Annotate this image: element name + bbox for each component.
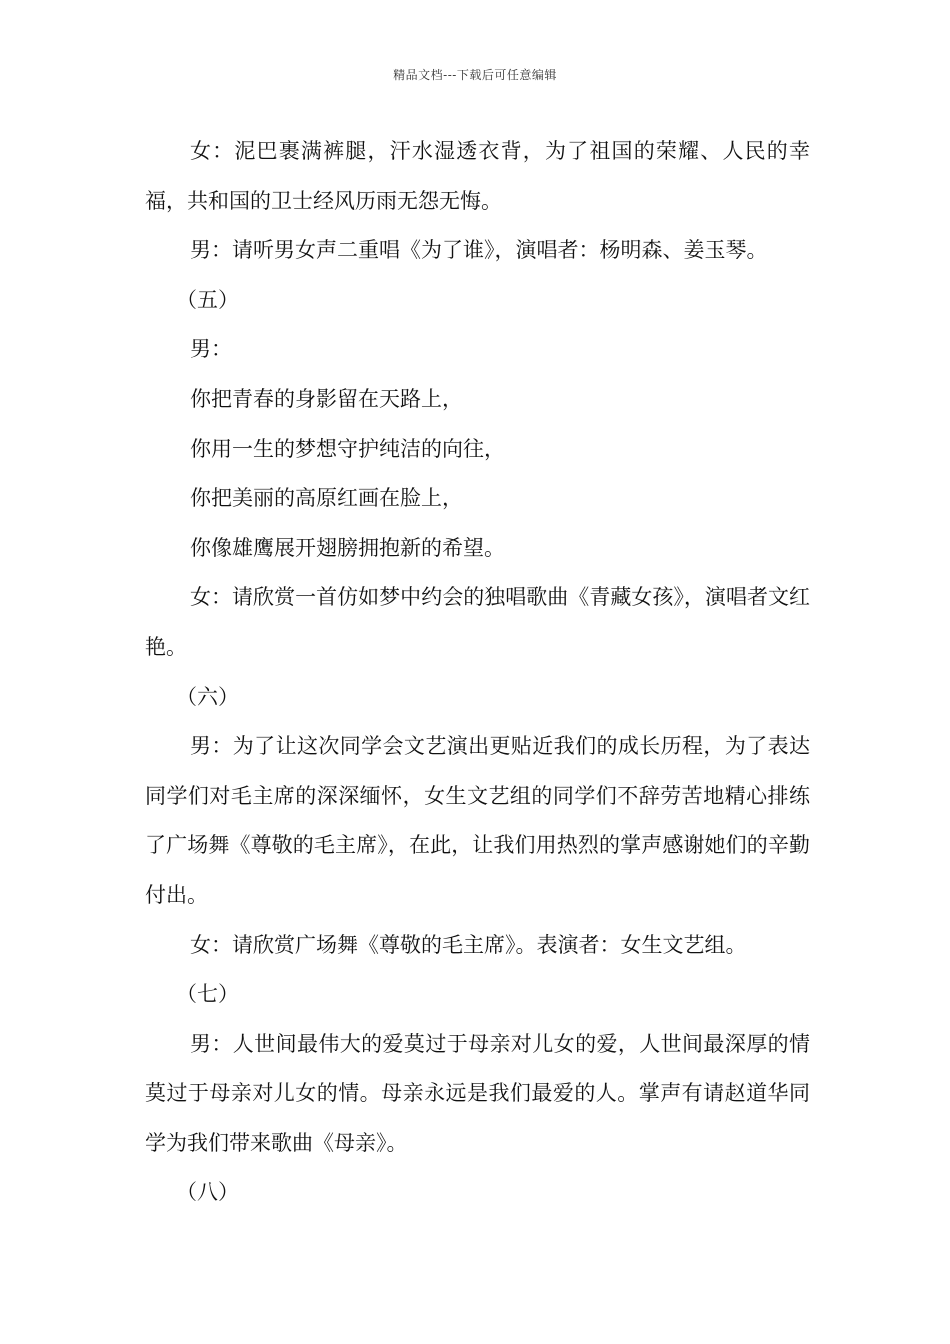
paragraph-female-line: 女：泥巴裹满裤腿，汗水湿透衣背，为了祖国的荣耀、人民的幸福，共和国的卫士经风历雨无怨无悔。: [145, 139, 810, 213]
poem-line: 你用一生的梦想守护纯洁的向往，: [190, 436, 505, 461]
paragraph-male-line: 男：请听男女声二重唱《为了谁》，演唱者：杨明森、姜玉琴。: [190, 238, 768, 263]
section-heading-5: （五）: [176, 287, 239, 312]
poem-line: 你把青春的身影留在天路上，: [190, 386, 463, 411]
section-heading-7: （七）: [176, 982, 239, 1007]
paragraph-male-line: 男：人世间最伟大的爱莫过于母亲对儿女的爱，人世间最深厚的情莫过于母亲对儿女的情。母亲永远是我们最爱的人。掌声有请赵道华同学为我们带来歌曲《母亲》。: [145, 1031, 810, 1155]
paragraph-male-speaker: 男：: [190, 337, 232, 362]
poem-line: 你像雄鹰展开翅膀拥抱新的希望。: [190, 535, 505, 560]
section-heading-8: （八）: [176, 1180, 239, 1205]
paragraph-male-line: 男：为了让这次同学会文艺演出更贴近我们的成长历程，为了表达同学们对毛主席的深深缅怀，女生文艺组的同学们不辞劳苦地精心排练了广场舞《尊敬的毛主席》，在此，让我们用热烈的掌声感谢她们的辛勤付出。: [145, 734, 810, 907]
paragraph-female-line: 女：请欣赏广场舞《尊敬的毛主席》。表演者：女生文艺组。: [190, 932, 747, 957]
paragraph-female-line: 女：请欣赏一首仿如梦中约会的独唱歌曲《青藏女孩》，演唱者文红艳。: [145, 585, 810, 659]
document-body: [145, 127, 810, 1218]
poem-line: 你把美丽的高原红画在脸上，: [190, 486, 463, 511]
section-heading-6: （六）: [176, 684, 239, 709]
page-header: 精品文档---下载后可任意编辑: [393, 68, 557, 82]
